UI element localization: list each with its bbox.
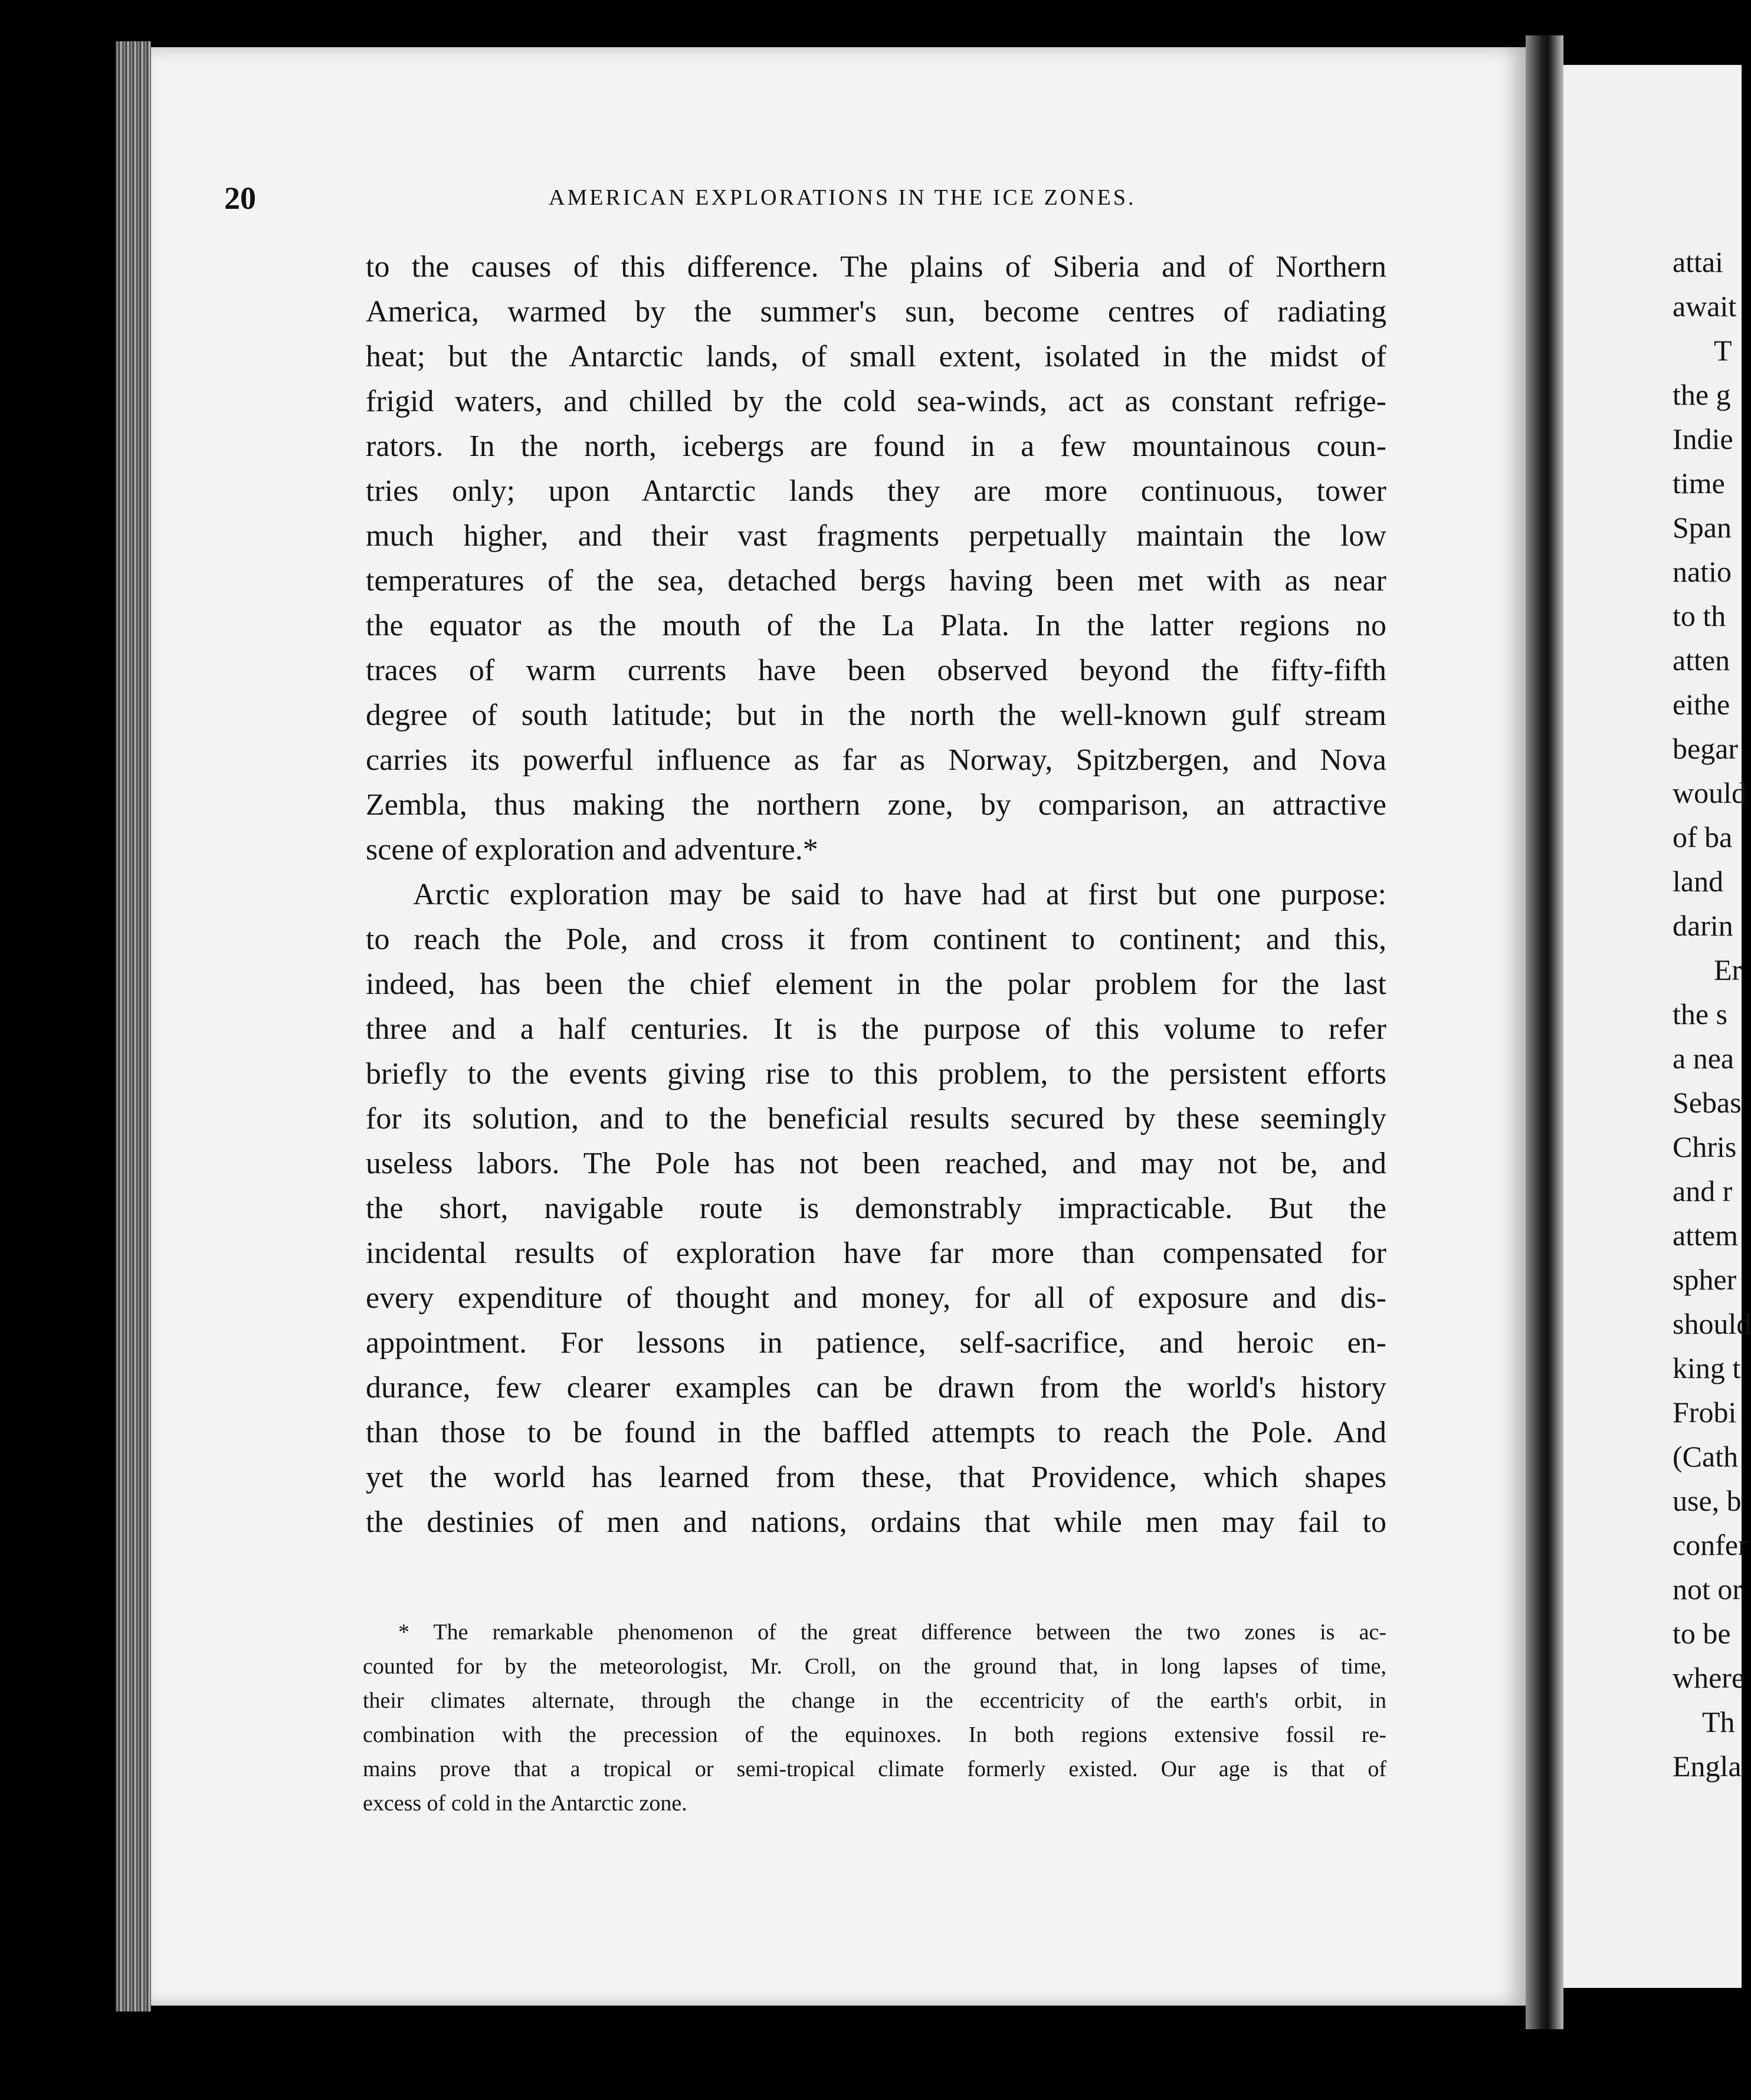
running-head [224, 180, 1375, 233]
right-page-line: should [1673, 1307, 1751, 1340]
right-page-line: land [1673, 865, 1724, 898]
right-page-line: the g [1673, 378, 1731, 411]
right-page-line: confer [1673, 1528, 1748, 1561]
right-page-line: the s [1673, 998, 1728, 1031]
running-head-title: AMERICAN EXPLORATIONS IN THE ICE ZONES. [549, 185, 1136, 210]
right-page-line: Th [1702, 1705, 1735, 1738]
right-page-line: Engla [1673, 1750, 1742, 1783]
right-page-line: Indie [1673, 422, 1733, 455]
body-line: the short, navigable route is demonstrably impracticable. But the [366, 1192, 1386, 1225]
right-page-line: where [1673, 1661, 1745, 1694]
right-page-line: Sebas [1673, 1086, 1742, 1119]
footnote-line: excess of cold in the Antarctic zone. [363, 1791, 687, 1816]
right-page-line: atten [1673, 644, 1730, 677]
body-line: degree of south latitude; but in the north the well-known gulf stream [366, 698, 1386, 732]
right-page-line: a nea [1673, 1042, 1734, 1075]
right-page-line: use, b [1673, 1484, 1742, 1517]
body-line: much higher, and their vast fragments perpetually maintain the low [366, 519, 1386, 553]
body-line: heat; but the Antarctic lands, of small extent, isolated in the midst of [366, 340, 1386, 373]
body-line: America, warmed by the summer's sun, become centres of radiating [366, 295, 1386, 329]
right-page-line: to th [1673, 599, 1726, 632]
right-page-line: darin [1673, 909, 1733, 942]
right-page-line: attai [1673, 245, 1724, 278]
right-page-line: attem [1673, 1219, 1739, 1252]
body-line: useless labors. The Pole has not been reached, and may not be, and [366, 1147, 1386, 1180]
body-line: than those to be found in the baffled attempts to reach the Pole. And [366, 1416, 1386, 1449]
body-line: the equator as the mouth of the La Plata. In the latter regions no [366, 609, 1386, 642]
body-line: durance, few clearer examples can be drawn from the world's history [366, 1371, 1386, 1405]
right-page-line: Frobi [1673, 1396, 1737, 1429]
body-line: traces of warm currents have been observed beyond the fifty-fifth [366, 654, 1386, 687]
body-line: the destinies of men and nations, ordains that while men may fail to [366, 1505, 1386, 1539]
body-line: every expenditure of thought and money, for all of exposure and dis- [366, 1281, 1386, 1315]
body-text [366, 245, 1386, 1545]
body-line: indeed, has been the chief element in the polar problem for the last [366, 967, 1386, 1001]
footnote-line: combination with the precession of the equinoxes. In both regions extensive fossil re- [363, 1722, 1386, 1747]
body-line: tries only; upon Antarctic lands they are more continuous, tower [366, 474, 1386, 508]
right-page-line: to be [1673, 1617, 1731, 1650]
right-page-line: Er [1714, 953, 1742, 986]
body-line: rators. In the north, icebergs are found in a few mountainous coun- [366, 429, 1386, 463]
right-page-line: Span [1673, 511, 1732, 544]
body-line: Zembla, thus making the northern zone, by comparison, an attractive [366, 788, 1386, 822]
right-page-line: spher [1673, 1263, 1737, 1296]
body-line: for its solution, and to the beneficial results secured by these seemingly [366, 1102, 1386, 1136]
book-page-edges [116, 41, 151, 2012]
right-page-line: and r [1673, 1174, 1733, 1208]
right-page-line: not or [1673, 1573, 1743, 1606]
body-line: yet the world has learned from these, that Providence, which shapes [366, 1461, 1386, 1494]
body-line: Arctic exploration may be said to have had at first but one purpose: [413, 878, 1386, 911]
body-line: to the causes of this difference. The plains of Siberia and of Northern [366, 250, 1386, 284]
body-line: frigid waters, and chilled by the cold sea-winds, act as constant refrige- [366, 385, 1386, 418]
right-page-line: would [1673, 776, 1746, 809]
body-line: carries its powerful influence as far as Norway, Spitzbergen, and Nova [366, 743, 1386, 777]
body-line: scene of exploration and adventure.* [366, 833, 818, 867]
body-line: incidental results of exploration have far more than compensated for [366, 1236, 1386, 1270]
right-page-line: (Cath [1673, 1440, 1739, 1473]
right-page-line: T [1714, 334, 1732, 367]
page-number: 20 [224, 181, 256, 216]
body-line: to reach the Pole, and cross it from continent to continent; and this, [366, 923, 1386, 956]
footnote [363, 1615, 1386, 1820]
footnote-line: their climates alternate, through the change in the eccentricity of the earth's orbit, in [363, 1688, 1386, 1713]
footnote-line: * The remarkable phenomenon of the great difference between the two zones is ac- [398, 1620, 1386, 1645]
body-line: briefly to the events giving rise to this problem, to the persistent efforts [366, 1057, 1386, 1091]
right-page-line: king t [1673, 1351, 1741, 1384]
book-gutter [1526, 35, 1563, 2029]
right-page-line: begar [1673, 732, 1739, 765]
body-line: three and a half centuries. It is the purpose of this volume to refer [366, 1012, 1386, 1046]
right-page-line: natio [1673, 555, 1732, 588]
right-page-line: await [1673, 290, 1737, 323]
body-line: temperatures of the sea, detached bergs having been met with as near [366, 564, 1386, 598]
footnote-line: mains prove that a tropical or semi-tropical climate formerly existed. Our age is that of [363, 1757, 1386, 1781]
right-page-line: eithe [1673, 688, 1730, 721]
footnote-line: counted for by the meteorologist, Mr. Croll, on the ground that, in long lapses of time, [363, 1654, 1386, 1679]
right-page-line: Chris [1673, 1130, 1737, 1163]
right-page-line: time [1673, 467, 1725, 500]
body-line: appointment. For lessons in patience, self-sacrifice, and heroic en- [366, 1326, 1386, 1360]
right-page-fragment [1563, 65, 1751, 1988]
right-page-line: of ba [1673, 821, 1733, 854]
